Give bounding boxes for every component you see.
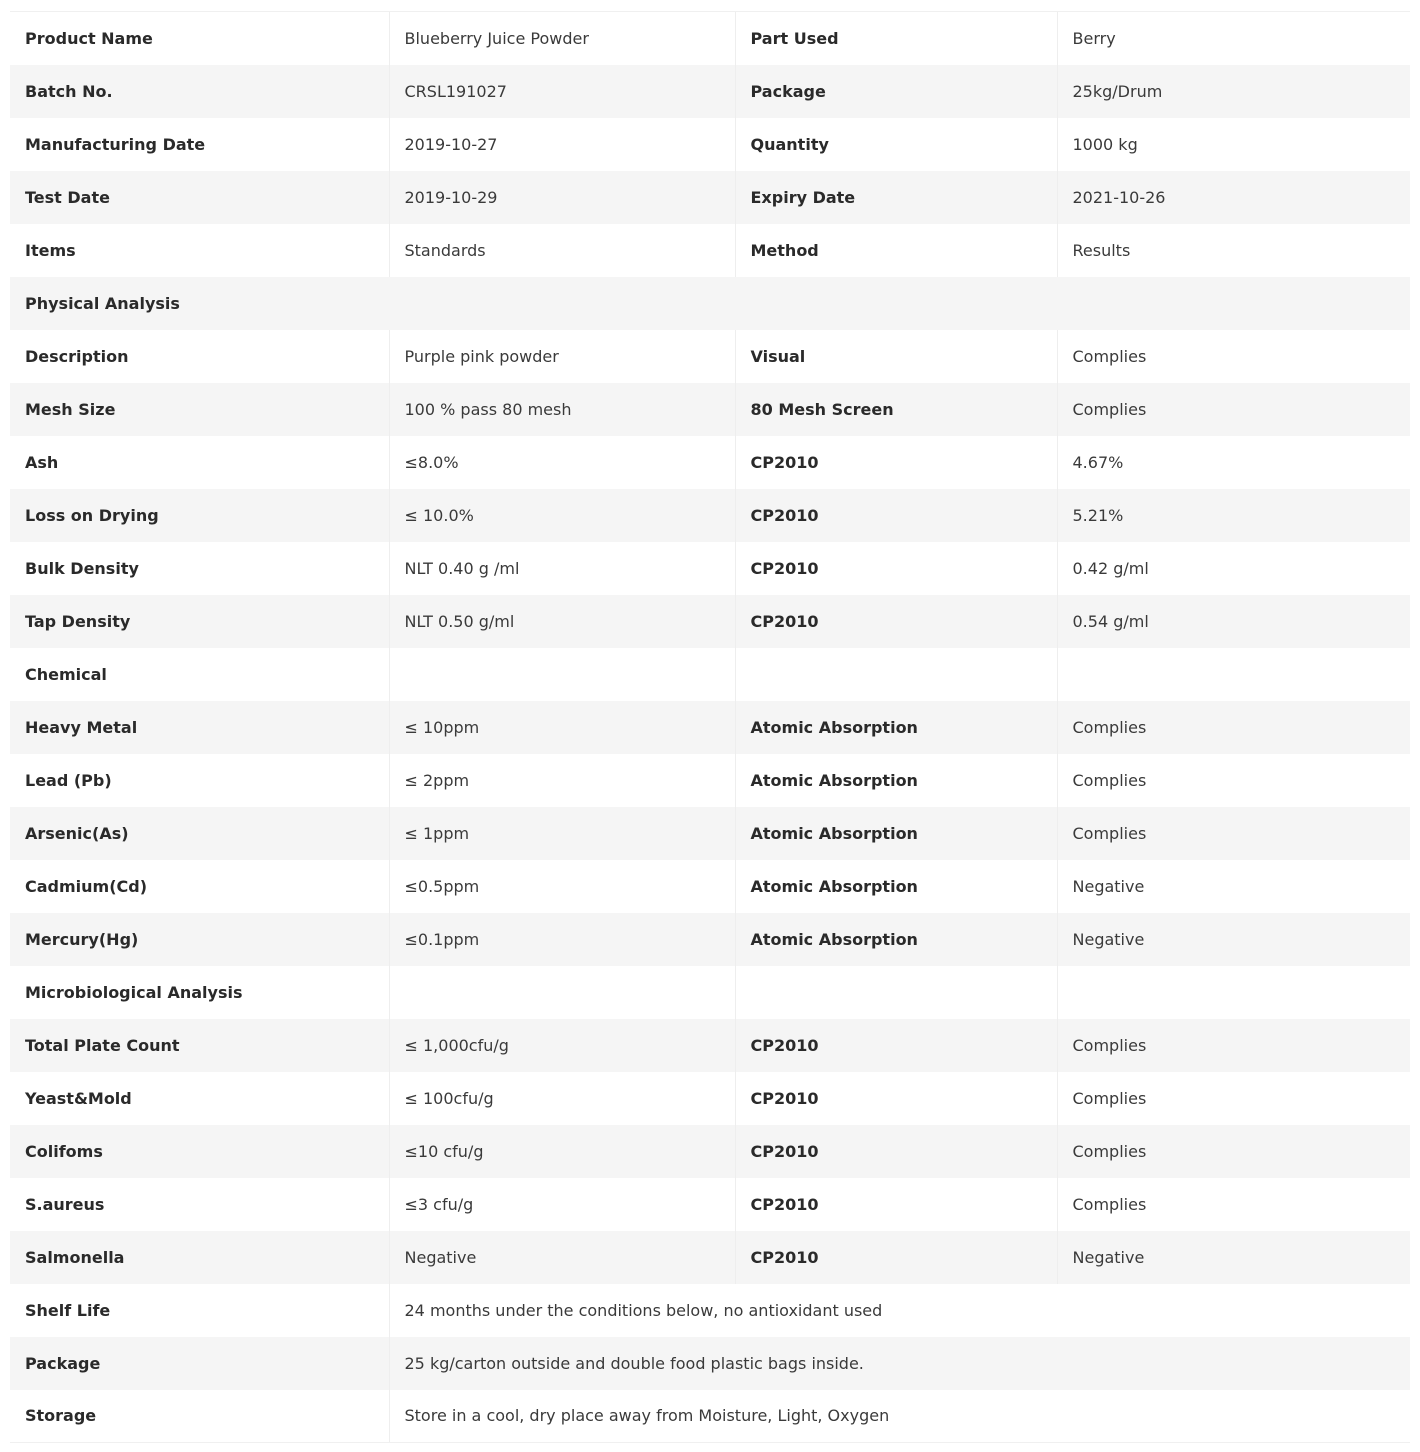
table-row xyxy=(10,330,1410,383)
standard-value-cell: 2019-10-29 xyxy=(389,171,735,224)
table-row xyxy=(10,648,1410,701)
method-label-cell: Atomic Absorption xyxy=(735,701,1057,754)
method-label-cell: 80 Mesh Screen xyxy=(735,383,1057,436)
item-value-cell: 24 months under the conditions below, no antioxidant used xyxy=(389,1284,1410,1337)
item-label-cell: Manufacturing Date xyxy=(10,118,389,171)
item-label-cell: Yeast&Mold xyxy=(10,1072,389,1125)
table-row xyxy=(10,913,1410,966)
standard-value-cell: ≤ 100cfu/g xyxy=(389,1072,735,1125)
result-value-cell: Complies xyxy=(1057,383,1410,436)
result-value-cell: Negative xyxy=(1057,913,1410,966)
table-row xyxy=(10,171,1410,224)
table-row xyxy=(10,1178,1410,1231)
standard-value-cell: 2019-10-27 xyxy=(389,118,735,171)
item-label-cell: Microbiological Analysis xyxy=(10,966,389,1019)
result-value-cell: Complies xyxy=(1057,330,1410,383)
method-label-cell: CP2010 xyxy=(735,1072,1057,1125)
method-label-cell: CP2010 xyxy=(735,436,1057,489)
item-label-cell: Bulk Density xyxy=(10,542,389,595)
item-label-cell: Items xyxy=(10,224,389,277)
item-label-cell: Arsenic(As) xyxy=(10,807,389,860)
item-label-cell: S.aureus xyxy=(10,1178,389,1231)
item-label-cell: Description xyxy=(10,330,389,383)
standard-value-cell: NLT 0.50 g/ml xyxy=(389,595,735,648)
item-label-cell: Mesh Size xyxy=(10,383,389,436)
item-label-cell: Salmonella xyxy=(10,1231,389,1284)
method-label-cell: Part Used xyxy=(735,12,1057,65)
table-row xyxy=(10,383,1410,436)
result-value-cell: 4.67% xyxy=(1057,436,1410,489)
method-label-cell: Atomic Absorption xyxy=(735,754,1057,807)
result-value-cell: Complies xyxy=(1057,1019,1410,1072)
result-value-cell: 5.21% xyxy=(1057,489,1410,542)
item-label-cell: Cadmium(Cd) xyxy=(10,860,389,913)
item-label-cell: Storage xyxy=(10,1390,389,1443)
standard-value-cell: Blueberry Juice Powder xyxy=(389,12,735,65)
result-value-cell: 2021-10-26 xyxy=(1057,171,1410,224)
method-label-cell: CP2010 xyxy=(735,595,1057,648)
result-value-cell: 25kg/Drum xyxy=(1057,65,1410,118)
coa-table-body xyxy=(10,12,1410,1443)
item-label-cell: Package xyxy=(10,1337,389,1390)
certificate-of-analysis-table xyxy=(10,11,1410,1443)
standard-value-cell: ≤ 1,000cfu/g xyxy=(389,1019,735,1072)
table-row xyxy=(10,966,1410,1019)
method-label-cell: Quantity xyxy=(735,118,1057,171)
standard-value-cell: ≤3 cfu/g xyxy=(389,1178,735,1231)
result-value-cell: Berry xyxy=(1057,12,1410,65)
table-row xyxy=(10,1390,1410,1443)
table-row xyxy=(10,595,1410,648)
table-row xyxy=(10,12,1410,65)
method-label-cell: Atomic Absorption xyxy=(735,860,1057,913)
result-value-cell: Complies xyxy=(1057,1125,1410,1178)
item-label-cell: Loss on Drying xyxy=(10,489,389,542)
method-label-cell xyxy=(735,966,1057,1019)
item-label-cell: Test Date xyxy=(10,171,389,224)
result-value-cell: 1000 kg xyxy=(1057,118,1410,171)
table-row xyxy=(10,1125,1410,1178)
standard-value-cell xyxy=(389,966,735,1019)
result-value-cell: 0.54 g/ml xyxy=(1057,595,1410,648)
table-row xyxy=(10,542,1410,595)
result-value-cell: Complies xyxy=(1057,701,1410,754)
standard-value-cell: ≤ 1ppm xyxy=(389,807,735,860)
table-row xyxy=(10,1019,1410,1072)
result-value-cell: Results xyxy=(1057,224,1410,277)
standard-value-cell: ≤ 10ppm xyxy=(389,701,735,754)
table-row xyxy=(10,224,1410,277)
method-label-cell: CP2010 xyxy=(735,542,1057,595)
result-value-cell: Complies xyxy=(1057,807,1410,860)
standard-value-cell: 100 % pass 80 mesh xyxy=(389,383,735,436)
standard-value-cell xyxy=(389,648,735,701)
table-row xyxy=(10,1231,1410,1284)
item-label-cell: Batch No. xyxy=(10,65,389,118)
result-value-cell: Complies xyxy=(1057,754,1410,807)
item-label-cell: Lead (Pb) xyxy=(10,754,389,807)
item-label-cell: Total Plate Count xyxy=(10,1019,389,1072)
table-row xyxy=(10,807,1410,860)
method-label-cell: Atomic Absorption xyxy=(735,807,1057,860)
standard-value-cell: Purple pink powder xyxy=(389,330,735,383)
standard-value-cell: ≤8.0% xyxy=(389,436,735,489)
method-label-cell: Method xyxy=(735,224,1057,277)
result-value-cell: 0.42 g/ml xyxy=(1057,542,1410,595)
result-value-cell: Negative xyxy=(1057,1231,1410,1284)
table-row xyxy=(10,118,1410,171)
method-label-cell: CP2010 xyxy=(735,1019,1057,1072)
table-row xyxy=(10,65,1410,118)
method-label-cell: Atomic Absorption xyxy=(735,913,1057,966)
standard-value-cell: ≤10 cfu/g xyxy=(389,1125,735,1178)
standard-value-cell: NLT 0.40 g /ml xyxy=(389,542,735,595)
method-label-cell: CP2010 xyxy=(735,1231,1057,1284)
item-label-cell: Chemical xyxy=(10,648,389,701)
table-row xyxy=(10,1284,1410,1337)
standard-value-cell: CRSL191027 xyxy=(389,65,735,118)
standard-value-cell: Standards xyxy=(389,224,735,277)
item-label-cell: Product Name xyxy=(10,12,389,65)
item-label-cell: Shelf Life xyxy=(10,1284,389,1337)
table-row xyxy=(10,436,1410,489)
standard-value-cell: ≤ 2ppm xyxy=(389,754,735,807)
table-row xyxy=(10,1337,1410,1390)
coa-table-container xyxy=(10,11,1410,1443)
item-value-cell: 25 kg/carton outside and double food plastic bags inside. xyxy=(389,1337,1410,1390)
method-label-cell: CP2010 xyxy=(735,1178,1057,1231)
item-value-cell: Store in a cool, dry place away from Moisture, Light, Oxygen xyxy=(389,1390,1410,1443)
method-label-cell: CP2010 xyxy=(735,489,1057,542)
result-value-cell: Negative xyxy=(1057,860,1410,913)
standard-value-cell: Negative xyxy=(389,1231,735,1284)
result-value-cell: Complies xyxy=(1057,1178,1410,1231)
method-label-cell: Expiry Date xyxy=(735,171,1057,224)
table-row xyxy=(10,1072,1410,1125)
item-label-cell: Mercury(Hg) xyxy=(10,913,389,966)
method-label-cell: Package xyxy=(735,65,1057,118)
table-row xyxy=(10,489,1410,542)
standard-value-cell: ≤ 10.0% xyxy=(389,489,735,542)
item-label-cell: Ash xyxy=(10,436,389,489)
table-row xyxy=(10,754,1410,807)
result-value-cell xyxy=(1057,648,1410,701)
table-row xyxy=(10,701,1410,754)
result-value-cell: Complies xyxy=(1057,1072,1410,1125)
item-label-cell: Colifoms xyxy=(10,1125,389,1178)
item-label-cell: Heavy Metal xyxy=(10,701,389,754)
standard-value-cell: ≤0.5ppm xyxy=(389,860,735,913)
method-label-cell: CP2010 xyxy=(735,1125,1057,1178)
result-value-cell xyxy=(1057,966,1410,1019)
section-heading-cell: Physical Analysis xyxy=(10,277,1410,330)
table-row xyxy=(10,860,1410,913)
method-label-cell: Visual xyxy=(735,330,1057,383)
method-label-cell xyxy=(735,648,1057,701)
item-label-cell: Tap Density xyxy=(10,595,389,648)
table-row xyxy=(10,277,1410,330)
standard-value-cell: ≤0.1ppm xyxy=(389,913,735,966)
